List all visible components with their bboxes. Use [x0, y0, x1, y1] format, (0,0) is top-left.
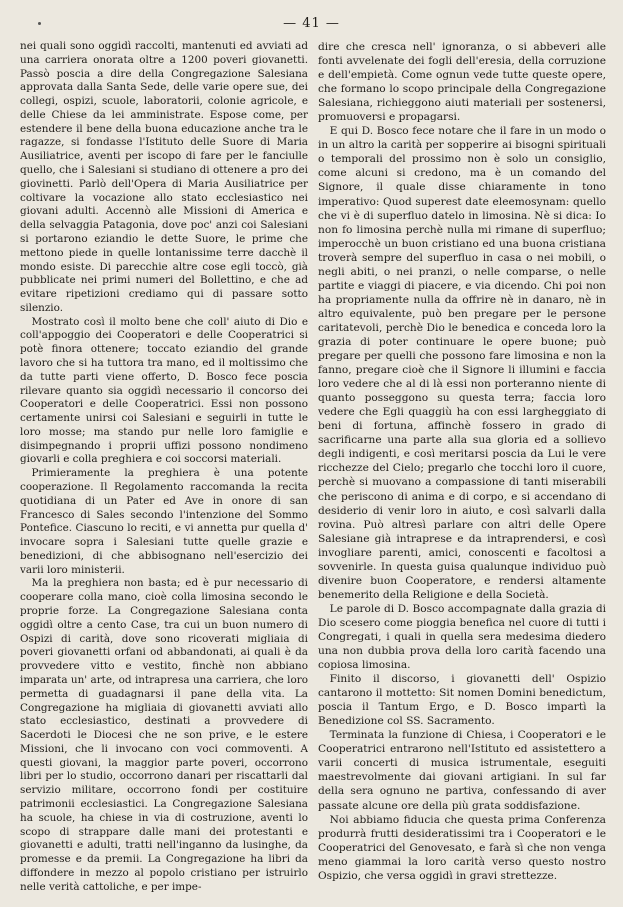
left-column	[20, 40, 308, 895]
paragraph: Le parole di D. Bosco accompagnate dalla grazia di Dio scesero come pioggia benefica nel cuore di tutti i Congregati, i quali in quella sera medesima diedero una non dubbia prova della loro carità facendo una copiosa limosina.	[318, 602, 606, 672]
paragraph: Terminata la funzione di Chiesa, i Cooperatori e le Cooperatrici entrarono nell'Istituto ed assistettero a varii concerti di musica istrumentale, eseguiti maestrevolmente dai giovani artigiani. In sul far della sera ognuno ne partiva, confessando di aver passate alcune ore della più grata soddisfazione.	[318, 729, 606, 812]
right-column	[318, 40, 606, 895]
column-gutter	[306, 40, 307, 895]
paragraph: dire che cresca nell' ignoranza, o si abbeveri alle fonti avvelenate dei fogli dell'eresia, della corruzione e dell'empietà. Come ognun vede tutte queste opere, che formano lo scopo principale della Congregazione Salesiana, richieggono aiuti materiali per sostenersi, promuoversi e propagarsi.	[318, 41, 606, 124]
paragraph: Noi abbiamo fiducia che questa prima Conferenza produrrà frutti desideratissimi tra i Cooperatori e le Cooperatrici del Genovesato, e farà sì che non venga meno giammai la loro carità verso questo nostro Ospizio, che versa oggidì in gravi strettezze.	[318, 813, 606, 882]
paragraph: nei quali sono oggidì raccolti, mantenuti ed avviati ad una carriera onorata oltre a 1200 poveri giovanetti. Passò poscia a dire della Congregazione Salesiana approvata dalla Santa Sede, delle varie opere sue, dei collegi, ospizi, scuole, laboratorii, colonie agricole, e delle Chiese da lei amministrate. Espose come, per estendere il bene della buona educazione anche tra le ragazze, si fondasse l'Istituto delle Suore di Maria Ausiliatrice, aventi per iscopo di fare per le fanciulle quello, che i Salesiani si studiano di ottenere a pro dei giovinetti. Parlò dell'Opera di Maria Ausiliatrice per coltivare la vocazione allo stato ecclesiastico nei giovani adulti. Accennò alle Missioni di America e della selvaggia Patagonia, dove poc' anzi coi Salesiani si portarono eziandio le dette Suore, le prime che mettono piede in quelle lontanissime terre dacchè il mondo esiste. Di parecchie altre cose egli toccò, già pubblicate nei primi numeri del Bollettino, e che ad evitare ripetizioni crediamo qui di passare sotto silenzio.	[20, 40, 308, 314]
paragraph: Ma la preghiera non basta; ed è pur necessario di cooperare colla mano, cioè colla limosina secondo le proprie forze. La Congregazione Salesiana conta oggidì oltre a cento Case, tra cui un buon numero di Ospizi di carità, dove sono ricoverati migliaia di poveri giovanetti orfani od abbandonati, ai quali è da provvedere vitto e vestito, finchè non abbiano imparata un' arte, od intrapresa una carriera, che loro permetta di guadagnarsi il pane della vita. La Congregazione ha migliaia di giovanetti avviati allo stato ecclesiastico, destinati a provvedere di Sacerdoti le Diocesi che ne son prive, e le estere Missioni, che li invocano con voci commoventi. A questi giovani, la maggior parte poveri, occorrono libri per lo studio, occorrono danari per riscattarli dal servizio militare, occorrono fondi per costituire patrimonii ecclesiastici. La Congregazione Salesiana ha scuole, ha chiese in via di costruzione, aventi lo scopo di strappare dalle mani dei protestanti e giovanetti e adulti, tratti nell'inganno da lusinghe, da promesse e da premii. La Congregazione ha libri da diffondere in mezzo al popolo cristiano per istruirlo nelle verità cattoliche, e per impe-	[20, 577, 308, 893]
page-number: — 41 —	[283, 16, 340, 31]
paragraph: Mostrato così il molto bene che coll' aiuto di Dio e coll'appoggio dei Cooperatori e delle Cooperatrici si potè finora ottenere; toccato eziandio del grande lavoro che si ha tuttora tra mano, ed il moltissimo che da tutte parti viene offerto, D. Bosco fece poscia rilevare quanto sia oggidì necessario il concorso dei Cooperatori e delle Cooperatrici. Essi non possono certamente unirsi coi Salesiani e seguirli in tutte le loro mosse; ma stando pur nelle loro famiglie e disimpegnando i proprii uffizi possono nondimeno giovarli e colla preghiera e coi soccorsi materiali.	[20, 315, 308, 466]
paragraph: Finito il discorso, i giovanetti dell' Ospizio cantarono il mottetto: Sit nomen Domini benedictum, poscia il Tantum Ergo, e D. Bosco impartì la Benedizione col SS. Sacramento.	[318, 673, 606, 728]
paragraph: Primieramente la preghiera è una potente cooperazione. Il Regolamento raccomanda la recita quotidiana di un Pater ed Ave in onore di san Francesco di Sales secondo l'intenzione del Sommo Pontefice. Ciascuno lo reciti, e vi annetta pur quella d' invocare sopra i Salesiani tutte quelle grazie e benedizioni, di che abbisognano nell'esercizio dei varii loro ministerii.	[20, 467, 308, 576]
paragraph: E qui D. Bosco fece notare che il fare in un modo o in un altro la carità per sopperire ai bisogni spirituali o temporali del prossimo non è solo un consiglio, come alcuni si credono, ma è un comando del Signore, il quale disse chiaramente in tono imperativo: Quod superest date eleemosynam: quello che vi è di superfluo datelo in limosina. Nè si dica: Io non fo limosina perchè nulla mi rimane di superfluo; imperocchè un buon cristiano ed una buona cristiana troverà sempre del superfluo in casa o nei mobili, o negli abiti, o nei pranzi, o nelle comparse, o nelle partite e viaggi di piacere, e via dicendo. Chi poi non ha propriamente nulla da offrire nè in danaro, nè in altro equivalente, può ben pregare per le persone caritatevoli, perchè Dio le benedica e conceda loro la grazia di poter continuare le opere buone; può pregare per quelli che possono fare limosina e non la fanno, pregare cioè che il Signore li illumini e faccia loro vedere che al di là essi non porteranno niente di quanto posseggono su questa terra; faccia loro vedere che Egli quaggiù ha con essi largheggiato di beni di fortuna, affinchè fossero in grado di sacrificarne una parte alla sua gloria ed a sollievo degli indigenti, e così meritarsi poscia da Lui le vere ricchezze del Cielo; pregarlo che tocchi loro il cuore, perchè si muovano a compassione di tanti miserabili che periscono di anima e di corpo, e si accendano di desiderio di venir loro in aiuto, e così salvarli dalla rovina. Può altresì parlare con altri delle Opere Salesiane già intraprese e da intraprendersi, e così invogliare parenti, amici, conoscenti e facoltosi a sovvenirle. In questa guisa qualunque individuo può divenire buon Cooperatore, e rendersi altamente benemerito della Religione e della Società.	[318, 125, 606, 601]
